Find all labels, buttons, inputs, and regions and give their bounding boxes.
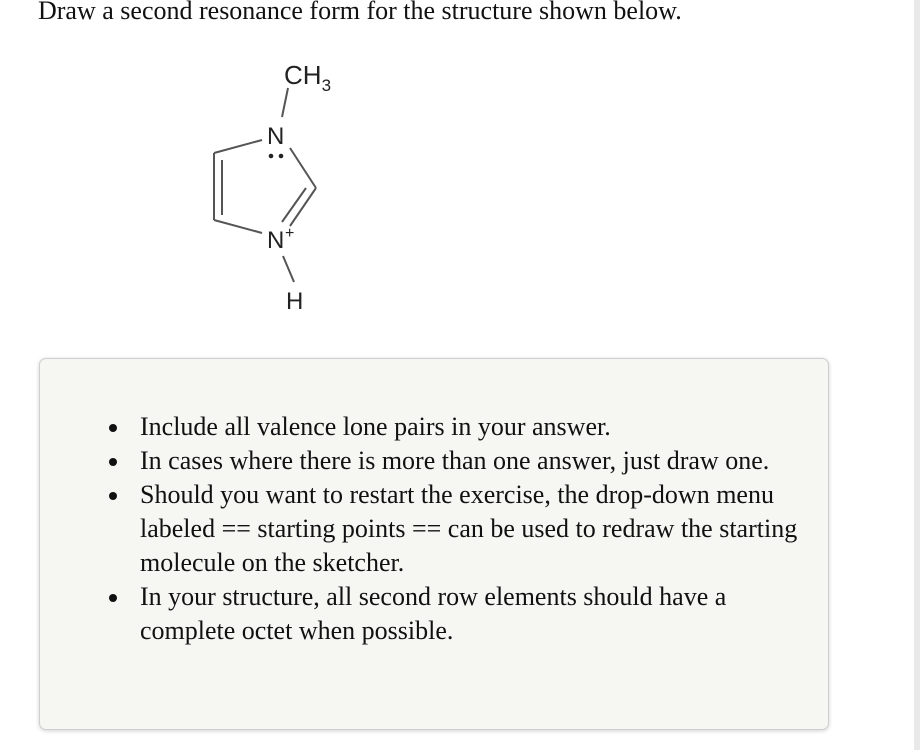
ring-bond-c2-n3-double — [282, 188, 306, 222]
instruction-item: In your structure, all second row elements should have a complete octet when possible. — [100, 580, 800, 648]
n-h-bond — [283, 256, 294, 282]
scrollbar-track[interactable] — [914, 0, 920, 750]
n3-label: N — [267, 227, 285, 254]
ring-bond-n1-c2 — [290, 148, 316, 188]
ring-bond-c4-n3 — [214, 220, 262, 233]
lone-pair-dot — [269, 154, 274, 159]
methyl-label: $CH_3$ — [284, 60, 332, 95]
instruction-item: Include all valence lone pairs in your answer. — [100, 410, 800, 444]
n3-charge: + — [285, 225, 295, 242]
lone-pair-dot — [279, 154, 284, 159]
ring-bond-n1-c5 — [214, 140, 262, 153]
instruction-item: In cases where there is more than one answer, just draw one. — [100, 444, 800, 478]
question-prompt: Draw a second resonance form for the structure shown below. — [38, 0, 682, 25]
instruction-item: Should you want to restart the exercise, the drop-down menu labeled == starting points == can be used to redraw the starting molecule on the sketcher. — [100, 478, 800, 580]
methyl-bond — [282, 88, 288, 117]
h-label: H — [286, 288, 304, 315]
n1-label: N — [267, 123, 285, 150]
instructions-list — [100, 410, 800, 648]
imidazolium-structure — [190, 50, 360, 320]
